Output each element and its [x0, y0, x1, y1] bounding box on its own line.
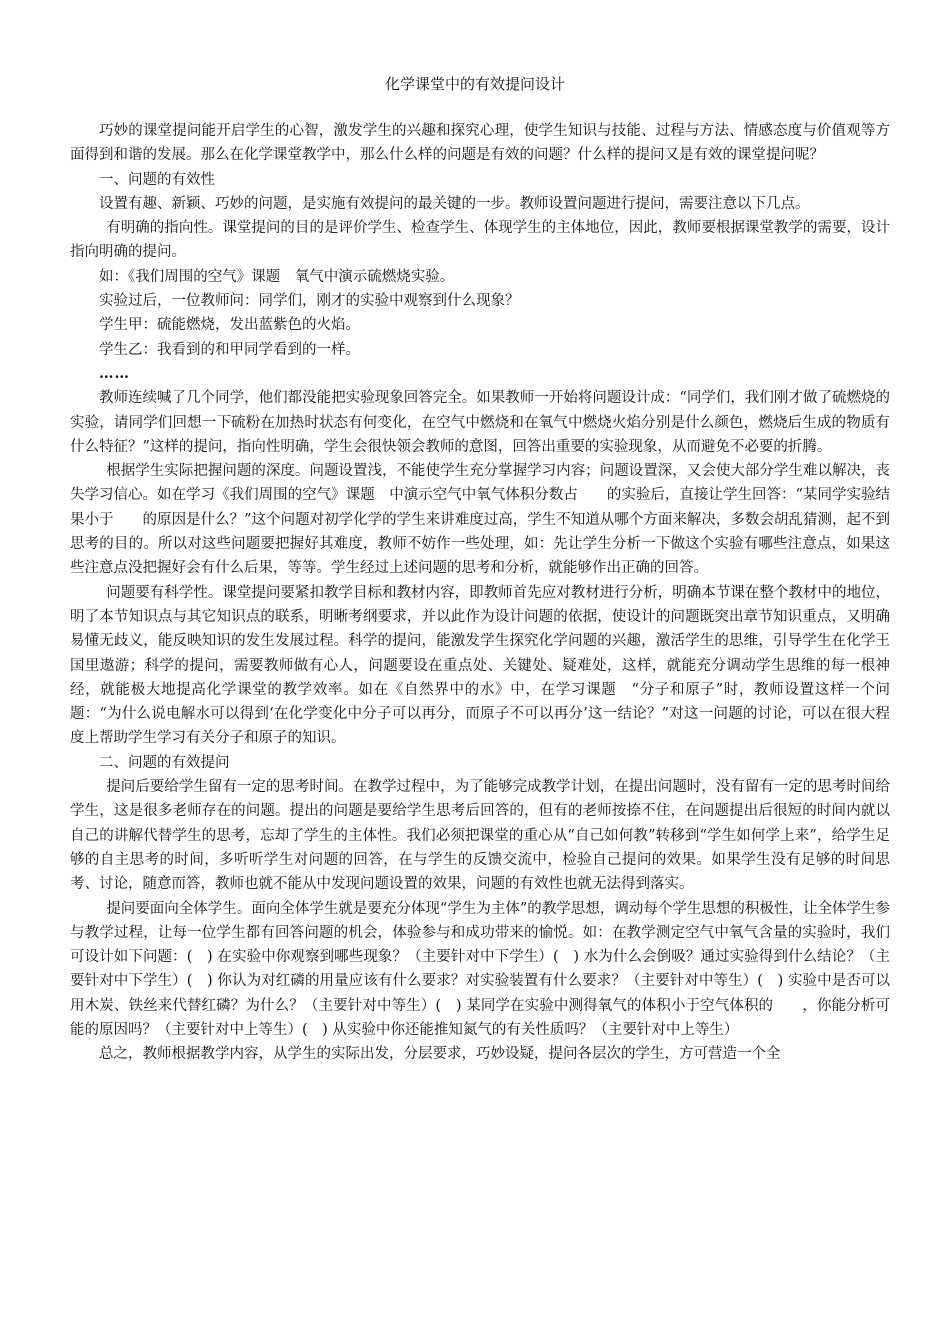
paragraph: 设置有趣、新颖、巧妙的问题，是实施有效提问的最关键的一步。教师设置问题进行提问，需要注意以下几点。: [99, 195, 810, 212]
paragraph: 有明确的指向性。课堂提问的目的是评价学生、检查学生、体现学生的主体地位，因此，教师要根据课堂教学的需要，设计指向明确的提问。: [70, 220, 890, 261]
section-heading-2: 二、问题的有效提问: [99, 754, 230, 771]
document-body: [70, 119, 890, 1067]
intro-paragraph: 巧妙的课堂提问能开启学生的心智，激发学生的兴趣和探究心理，使学生知识与技能、过程与方法、情感态度与价值观等方面得到和谐的发展。那么在化学课堂教学中，那么什么样的问题是有效的问题？什么样的提问又是有效的课堂提问呢？: [70, 123, 890, 164]
paragraph: 根据学生实际把握问题的深度。问题设置浅，不能使学生充分掌握学习内容；问题设置深，又会使大部分学生难以解决，丧失学习信心。如在学习《我们周围的空气》课题 中演示空气中氧气体积分数占 的实验后，直接让学生回答：“某同学实验结果小于 的原因是什么？”这个问题对初学化学的学生来讲难度过高，学生不知道从哪个方面来解决，多数会胡乱猜测，起不到思考的目的。所以对这些问题要把握好其难度，教师不妨作一些处理，如：先让学生分析一下做这个实验有哪些注意点，如果这些注意点没把握好会有什么后果，等等。学生经过上述问题的思考和分析，就能够作出正确的回答。: [70, 463, 890, 577]
paragraph: 总之，教师根据教学内容，从学生的实际出发，分层要求，巧妙设疑，提问各层次的学生，方可营造一个全: [99, 1046, 781, 1063]
student-answer: 学生甲：硫能燃烧，发出蓝紫色的火焰。: [99, 317, 360, 334]
paragraph: 教师连续喊了几个同学，他们都没能把实验现象回答完全。如果教师一开始将问题设计成：“同学们，我们刚才做了硫燃烧的实验，请同学们回想一下硫粉在加热时状态有何变化，在空气中燃烧和在氧气中燃烧火焰分别是什么颜色，燃烧后生成的物质有什么特征？”这样的提问，指向性明确，学生会很快领会教师的意图，回答出重要的实验现象，从而避免不必要的折腾。: [70, 390, 890, 455]
example-line: 实验过后，一位教师问：同学们，刚才的实验中观察到什么现象？: [99, 293, 520, 310]
document-title: 化学课堂中的有效提问设计: [384, 75, 565, 93]
paragraph: 提问要面向全体学生。面向全体学生就是要充分体现“学生为主体”的教学思想，调动每个学生思想的积极性，让全体学生参与教学过程，让每一位学生都有回答问题的机会，体验参与和成功带来的愉悦。如：在教学测定空气中氧气含量的实验时，我们可设计如下问题：( ) 在实验中你观察到哪些现象？（主要针对中下学生）( ) 水为什么会倒吸？通过实验得到什么结论？（主要针对中下学生）( ) 你认为对红磷的用量应该有什么要求？对实验装置有什么要求？（主要针对中等生）( ) 实验中是否可以用木炭、铁丝来代替红磷？为什么？（主要针对中等生）( ) 某同学在实验中测得氧气的体积小于空气体积的 ，你能分析可能的原因吗？（主要针对中上等生）( ) 从实验中你还能推知氮气的有关性质吗？（主要针对中上等生）: [70, 900, 890, 1038]
paragraph: 问题要有科学性。课堂提问要紧扣教学目标和教材内容，即教师首先应对教材进行分析，明确本节课在整个教材中的地位，明了本节知识点与其它知识点的联系，明晰考纲要求，并以此作为设计问题的依据，使设计的问题既突出章节知识重点，又明确易懂无歧义，能反映知识的发生发展过程。科学的提问，能激发学生探究化学问题的兴趣，激活学生的思维，引导学生在化学王国里遨游；科学的提问，需要教师做有心人，问题要设在重点处、关键处、疑难处，这样，就能充分调动学生思维的每一根神经，就能极大地提高化学课堂的教学效率。如在《自然界中的水》中，在学习课题 “分子和原子”时，教师设置这样一个问题：“为什么说电解水可以得到‘在化学变化中分子可以再分，而原子不可以再分’这一结论？”对这一问题的讨论，可以在很大程度上帮助学生学习有关分子和原子的知识。: [70, 584, 890, 747]
student-answer: 学生乙：我看到的和甲同学看到的一样。: [99, 341, 360, 358]
example-line: 如：《我们周围的空气》课题 氧气中演示硫燃烧实验。: [99, 268, 455, 285]
ellipsis-line: ……: [99, 364, 130, 382]
paragraph: 提问后要给学生留有一定的思考时间。在教学过程中，为了能够完成教学计划，在提出问题时，没有留有一定的思考时间给学生，这是很多老师存在的问题。提出的问题是要给学生思考后回答的，但有的老师按捺不住，在问题提出后很短的时间内就以自己的讲解代替学生的思考，忘却了学生的主体性。我们必须把课堂的重心从“自己如何教”转移到“学生如何学上来”，给学生足够的自主思考的时间，多听听学生对问题的回答，在与学生的反馈交流中，检验自己提问的效果。如果学生没有足够的时间思考、讨论，随意而答，教师也就不能从中发现问题设置的效果，问题的有效性也就无法得到落实。: [70, 779, 890, 893]
section-heading-1: 一、问题的有效性: [99, 171, 215, 188]
